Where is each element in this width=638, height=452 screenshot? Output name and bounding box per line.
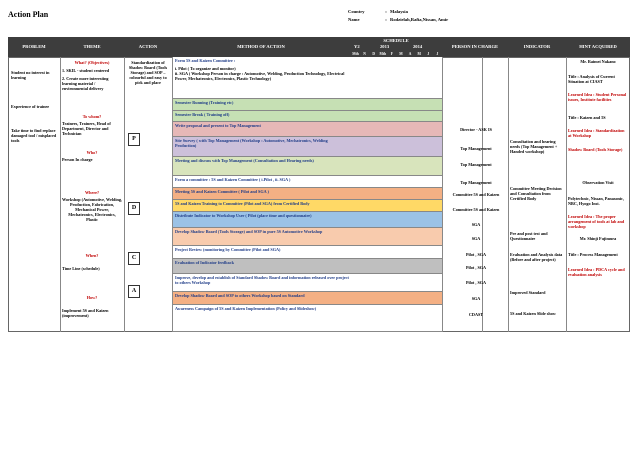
theme-how-head: How? [86,295,98,300]
meta-country: Country : Malaysia [348,9,408,14]
hint-8: Polytechnic, Nissan, Panasonic, NBC, Hyogo Inst. [568,196,624,206]
person-cell: SGA [471,236,481,241]
method-text: Improve, develop and establish of Standard Shadow Board and information released over project to others Workshop [175,275,349,285]
theme-towhom-head: To whom? [82,114,102,119]
person-cell: Top Management [460,146,492,151]
person-cell: Committee 5S and Kaizen [452,207,500,212]
problem-1: Student no interest in learning [11,70,50,80]
col-action: ACTION [138,44,158,49]
theme-what-1: 1. SKIL - student centered [62,68,110,73]
theme-where-head: Where? [84,190,100,195]
problem-3: Take time to find replace damaged tool / misplaced tools [11,128,57,143]
hint-7: Observation Visit [582,180,614,185]
method-text: Awareness Campaign of 5S and Kaizen Implementation (Policy and Slideshow) [175,306,317,311]
meta-name: Name : Rodzielah,Rafia,Nissan, Amir [348,17,449,22]
method-text: Meeting 5S and Kaizen Committee ( Pilot and SGA ) [175,189,269,194]
col-schedule: SCHEDULE [383,38,409,43]
theme-what-2: 2. Create more interesting learning material / environmental delivery [62,76,109,91]
month-header: M [417,52,421,56]
month-header: Mth [352,52,359,56]
theme-how-1: Implement 5S and Kaizen (improvement) [62,308,109,318]
person-cell: Pilot , SGA [465,265,487,270]
theme-when-1: Time Line (schedule) [62,266,100,271]
action-top: Standardization of Shadow Board (Tools Storage) and SOP – colourful and easy to pick and place [128,60,168,85]
col-y3: 2014 [413,44,423,49]
col-theme: THEME [83,44,101,49]
meta-country-key: Country [348,9,365,14]
hint-10: Mr. Shinji Fujimura [579,236,617,241]
meta-country-value: Malaysia [390,9,408,14]
hint-9: Learned Idea : The proper arrangement of tools at lab and workshop [568,214,625,229]
indicator-2: Committee Meeting Decision and Consultation from Certified Body [510,186,562,201]
month-header: J [427,52,430,56]
pdca-a: A [128,285,140,298]
indicator-5: Improved Standard [510,290,546,295]
indicator-4: Evaluation and Analysis data (Before and after project) [510,252,563,262]
hint-1: Mr. Raimei Nakano [580,59,616,64]
indicator-6: 5S and Kaizen Slide show [510,311,556,316]
hint-4: Title : Kaizen and 5S [568,115,606,120]
hint-3: Learned Idea : Student Personal issues, Institute facilities [568,92,627,102]
hint-12: Learned Idea : PDCA cycle and evaluation analysis [568,267,625,277]
theme-when-head: When? [85,253,99,258]
month-header: D [372,52,375,56]
theme-towhom-1: Trainees, Trainers, Head of Department, Director and Technician [62,121,111,136]
method-text: Develop Shadow Board and SOP to others Workshop based on Standard [175,293,305,298]
method-text: Form a committee : 5S and Kaizen Committee ( i.Pilot , ii. SGA ) [175,177,291,182]
method-text: Meeting and discuss with Top Management (Consultation and Hearing needs) [175,158,314,163]
person-cell: SGA [471,222,481,227]
indicator-1: Consultation and hearing needs (Top Management + Handed workshop) [510,139,558,154]
theme-who-1: Person In charge [62,157,93,162]
month-header: N [363,52,366,56]
problem-2: Experience of trainee [11,104,50,109]
person-cell: Pilot , SGA [465,280,487,285]
hint-11: Title : Process Management [568,252,618,257]
col-person: PERSON IN CHARGE [451,44,499,49]
person-cell: CDAST [468,312,484,317]
method-text: Project Review (monitoring by Committee (Pilot and SGA) [175,247,281,252]
method-text: Distribute Indicator to Workshop User ( Pilot (place time and questionnaire) [175,213,312,218]
month-header: Mth [379,52,387,56]
month-header: M [399,52,403,56]
col-problem: PROBLEM [22,44,46,49]
method-text: Semester Running (Training etc) [175,100,234,105]
page-title: Action Plan [8,10,49,19]
month-header: A [408,52,412,56]
theme-who-head: Who? [86,150,98,155]
col-hint: HINT ACQUIRED [579,44,617,49]
pdca-p: P [128,133,140,146]
method-text: Site Survey ( with Top Management (Workshop : Automotive, Mechatronics, Welding Production) [175,138,328,148]
hint-5: Learned Idea : Standardization at Workshop [568,128,625,138]
meta-name-key: Name [348,17,360,22]
person-cell: Director - ASK IS [460,127,492,132]
method-text: Develop Shadow Board (Tools Storage) and SOP in pure 5S Automotive Workshop [175,229,323,234]
col-method: METHOD OF ACTION [237,44,285,49]
meta-name-value: Rodzielah,Rafia,Nissan, Amir [390,17,449,22]
method-subtext: i. Pilot ( To organize and monitor) ii. SGA ( Workshop Person in charge : Automotive, Welding, Production Technology, Electrical Power, Mechatronics, Electronics, Plastic Technology) [175,66,345,81]
person-cell: Top Management [460,162,492,167]
month-header: F [390,52,393,56]
person-cell: Committee 5S and Kaizen [452,192,500,197]
col-indicator: INDICATOR [523,44,551,49]
theme-where-1: Workshop (Automotive, Welding, Production, Fabrication, Mechanical Power, Mechatronics, Electronics, Plastic [62,197,122,222]
month-header: J [436,52,439,56]
person-cell: SGA [471,296,481,301]
pdca-c: C [128,252,140,265]
method-text: Write proposal and present to Top Management [175,123,261,128]
hint-2: Title : Analysis of Current Situation at CIAST [568,74,615,84]
indicator-3: Pre and post test and Questionnaire [510,231,548,241]
person-cell: Pilot , SGA [465,252,487,257]
method-text: Form 5S and Kaizen Committee : [175,58,236,63]
theme-what-head: What? (Objectives) [74,60,110,65]
method-text: Semester Break ( Training off) [175,112,230,117]
method-text: Evaluation of Indicator feedback [175,260,234,265]
col-y1: Y2 [354,44,360,49]
hint-6: Shadow Board (Tools Storage) [568,147,623,152]
pdca-d: D [128,202,140,215]
method-text: 5S and Kaizen Training to Committee (Pilot and SGA) from Certified Body [175,201,310,206]
person-cell: Top Management [460,180,492,185]
col-y2: 2013 [380,44,390,49]
